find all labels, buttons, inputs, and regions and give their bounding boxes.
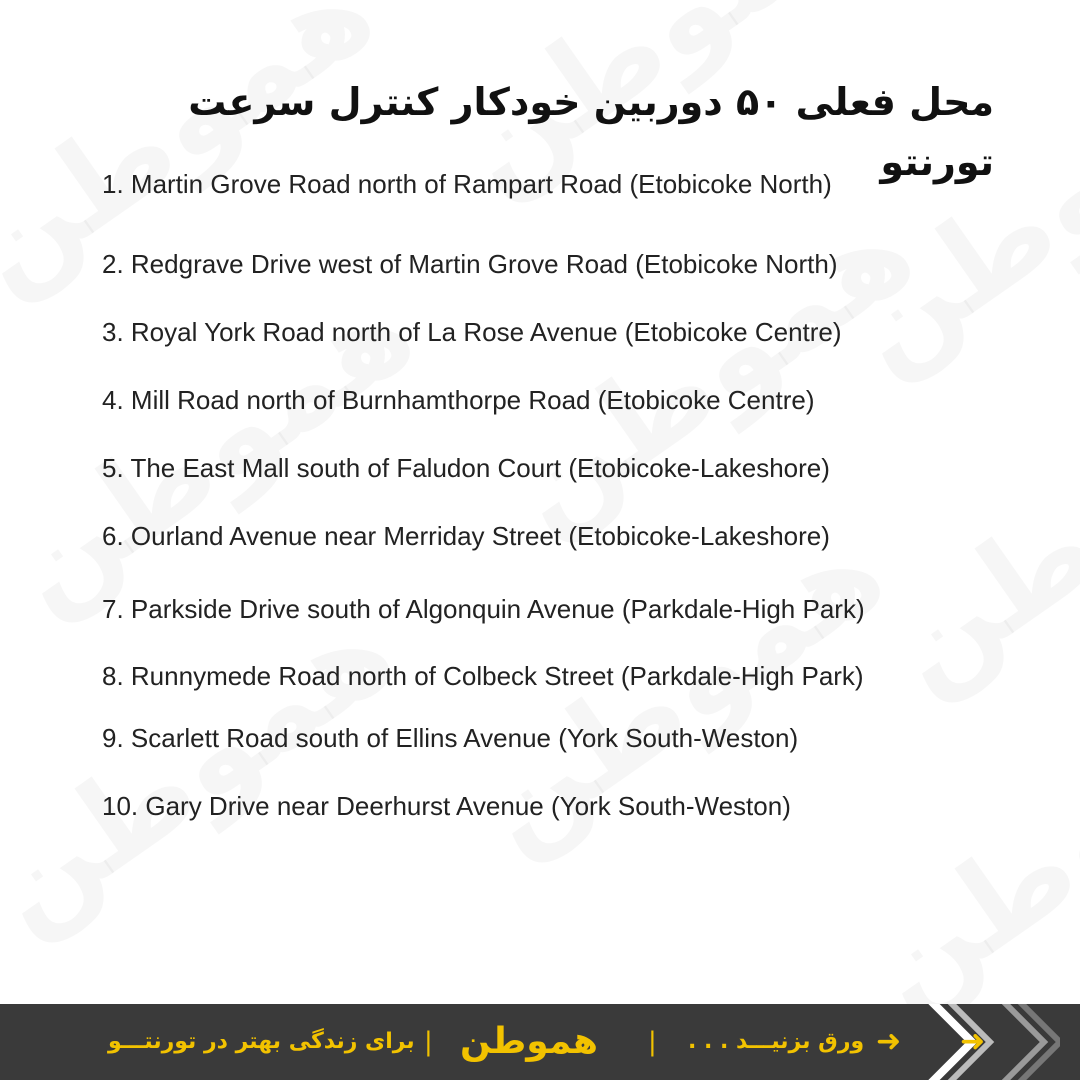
double-chevron-right-icon[interactable] <box>920 1004 1060 1080</box>
list-item: 1. Martin Grove Road north of Rampart Road (Etobicoke North) <box>102 169 832 199</box>
list-item: 2. Redgrave Drive west of Martin Grove Road (Etobicoke North) <box>102 249 838 279</box>
list-item: 6. Ourland Avenue near Merriday Street (Etobicoke-Lakeshore) <box>102 521 830 551</box>
list-item: 8. Runnymede Road north of Colbeck Street (Parkdale-High Park) <box>102 661 864 691</box>
brand-logo: هموطن <box>460 1021 598 1062</box>
arrow-right-icon: ➜ <box>876 1024 902 1059</box>
camera-location-list <box>102 160 994 850</box>
list-item: 7. Parkside Drive south of Algonquin Avenue (Parkdale-High Park) <box>102 594 865 624</box>
footer-tagline: برای زندگی بهتر در تورنتـــو <box>108 1029 415 1054</box>
swipe-hint: ورق بزنیـــد . . . <box>688 1029 865 1054</box>
footer-separator: | <box>424 1027 433 1057</box>
footer-bar <box>0 1004 1080 1080</box>
page-title: محل فعلی ۵۰ دوربین خودکار کنترل سرعت تورنتو <box>188 80 994 184</box>
arrow-right-icon[interactable]: ➜ <box>960 1024 986 1059</box>
list-item: 4. Mill Road north of Burnhamthorpe Road (Etobicoke Centre) <box>102 385 815 415</box>
list-item: 3. Royal York Road north of La Rose Avenue (Etobicoke Centre) <box>102 317 842 347</box>
list-item: 9. Scarlett Road south of Ellins Avenue (York South-Weston) <box>102 723 799 753</box>
footer-separator: | <box>648 1027 657 1057</box>
list-item: 5. The East Mall south of Faludon Court (Etobicoke-Lakeshore) <box>102 453 830 483</box>
list-item: 10. Gary Drive near Deerhurst Avenue (York South-Weston) <box>102 791 791 821</box>
